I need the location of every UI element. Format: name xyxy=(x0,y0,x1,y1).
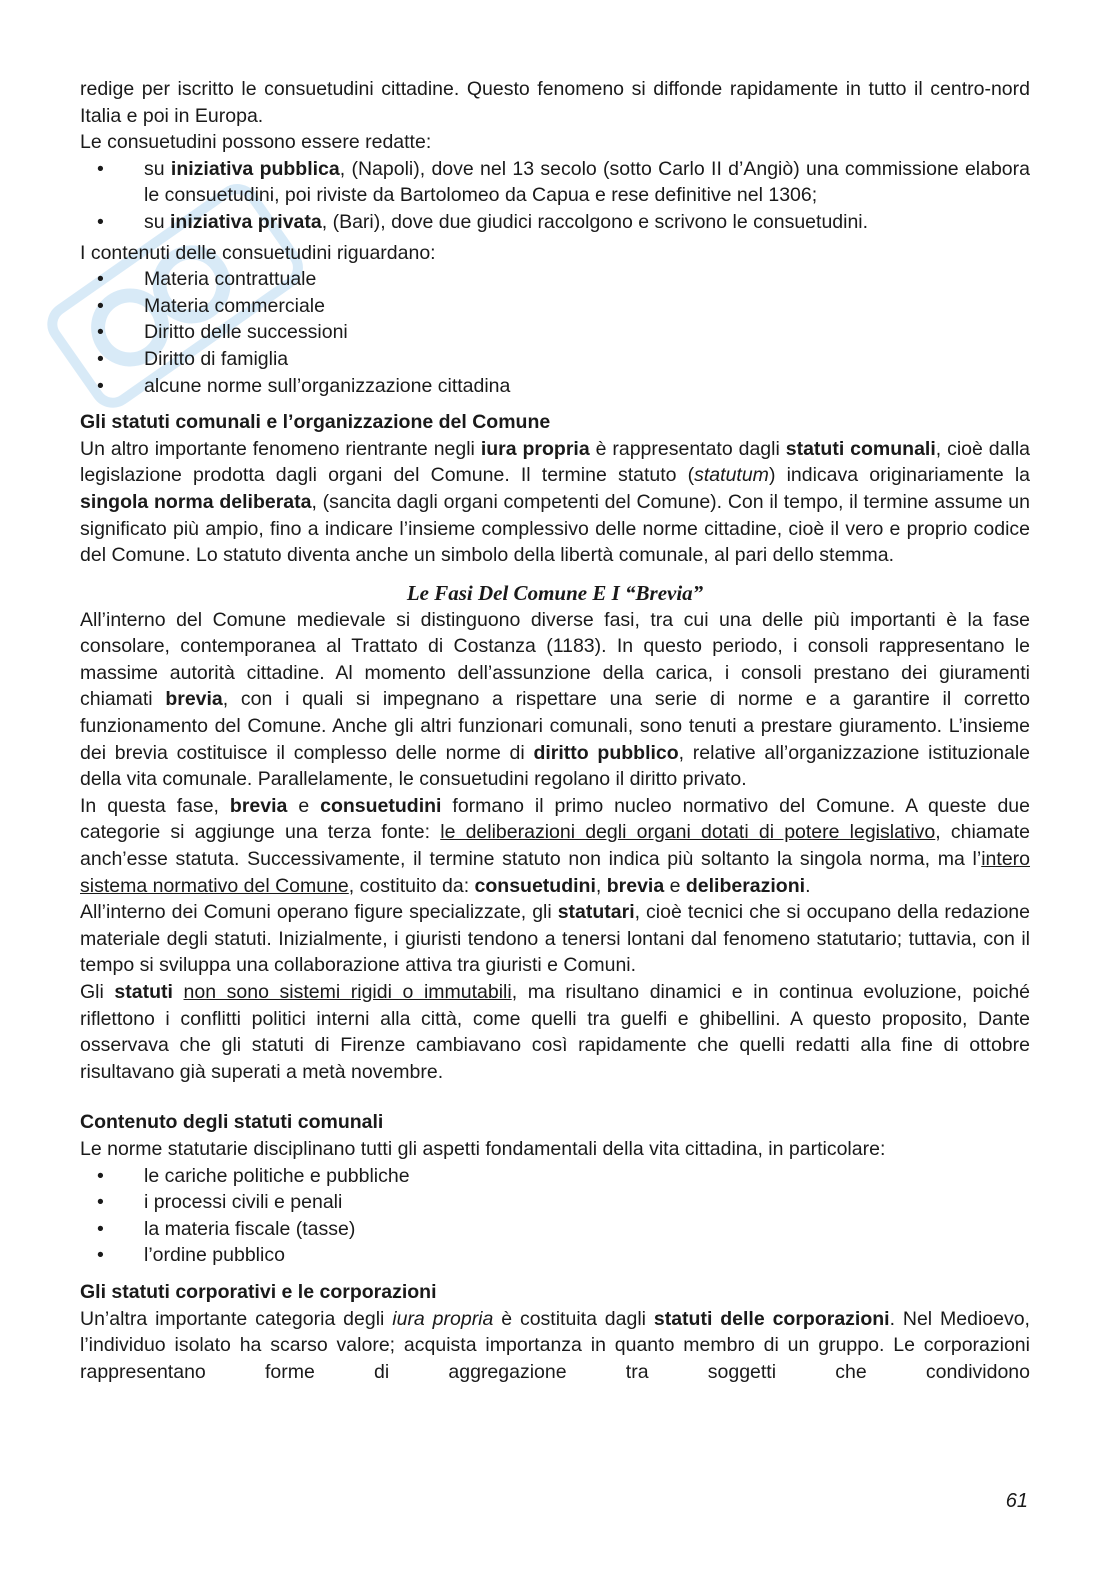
paragraph-statuti-comunali xyxy=(80,436,1030,569)
text: , costituito da: xyxy=(348,874,475,897)
text: formano il primo nucleo normativo del Comune. A queste due categorie si aggiunge una terza fonte: xyxy=(80,794,1030,844)
bullet-icon: • xyxy=(97,1217,104,1240)
text: , xyxy=(595,874,607,897)
text: Un altro importante fenomeno rientrante negli xyxy=(80,437,481,460)
document-page xyxy=(80,76,1030,1385)
bullet-icon: • xyxy=(97,210,104,233)
list-item-label: Diritto delle successioni xyxy=(144,321,348,344)
bullet-icon: • xyxy=(97,1164,104,1187)
list-item xyxy=(80,156,1030,209)
text: e xyxy=(664,874,686,897)
bold-text: statuti delle corporazioni xyxy=(653,1307,890,1330)
italic-text: iura propria xyxy=(392,1307,494,1330)
bold-text: singola norma deliberata xyxy=(80,490,312,513)
list-redaction xyxy=(80,156,1030,236)
bullet-icon: • xyxy=(97,294,104,317)
list-item xyxy=(80,1163,1030,1190)
paragraph-intro xyxy=(80,76,1030,129)
text: . Nel Medioevo, l’individuo isolato ha scarso valore; acquista importanza in quanto membro di un gruppo. Le corporazioni rappresentano forme di aggregazione tra soggetti che condividono xyxy=(80,1307,1030,1383)
underlined-text: non sono sistemi rigidi o immutabili xyxy=(183,981,512,1003)
text xyxy=(173,981,184,1003)
text: , chiamate anch’esse statuta. Successivamente, il termine statuto non indica più soltanto la singola norma, ma l’ xyxy=(80,821,1030,871)
list-item-label: Diritto di famiglia xyxy=(144,347,289,370)
list-contents xyxy=(80,266,1030,399)
paragraph-statutari xyxy=(80,899,1030,979)
text: su xyxy=(144,157,171,180)
text: All’interno del Comune medievale si distinguono diverse fasi, tra cui una delle più importanti è la fase consolare, contemporanea al Trattato di Costanza (1183). In questo periodo, i consoli rappresentano le massime autorità cittadine. Al momento dell’assunzione della carica, i consoli prestano dei giuramenti chiamati xyxy=(80,608,1030,711)
bullet-icon: • xyxy=(97,321,104,344)
paragraph-dinamici xyxy=(80,979,1030,1085)
text: , (sancita dagli organi competenti del Comune). Con il tempo, il termine assume un significato più ampio, fino a indicare l’insieme complessivo delle norme cittadine, cioè il vero e proprio codice del Comune. Lo statuto diventa anche un simbolo della libertà comunale, al pari dello stemma. xyxy=(80,490,1030,567)
page-number: 61 xyxy=(1005,1490,1028,1512)
text: è costituita dagli xyxy=(493,1307,654,1330)
text: , cioè tecnici che si occupano della redazione materiale degli statuti. Inizialmente, i giuristi tendono a tenersi lontani dal fenomeno statutario; tuttavia, con il tempo si sviluppa una collaborazione attiva tra giuristi e Comuni. xyxy=(80,901,1030,977)
paragraph-fasi xyxy=(80,607,1030,793)
bold-text: brevia xyxy=(606,874,665,897)
list-item xyxy=(80,266,1030,293)
list-item xyxy=(80,209,1030,236)
list-item xyxy=(80,1189,1030,1216)
paragraph-corporazioni xyxy=(80,1306,1030,1386)
text: Gli xyxy=(80,981,115,1003)
list-item-label: alcune norme sull’organizzazione cittadina xyxy=(144,374,511,397)
text: e xyxy=(287,794,321,817)
text: , relative all’organizzazione istituzionale della vita comunale. Parallelamente, le consuetudini regolano il diritto privato. xyxy=(80,741,1031,791)
heading-statuti-corporativi: Gli statuti corporativi e le corporazioni xyxy=(80,1280,437,1303)
bold-text: statutari xyxy=(557,901,635,924)
heading-contenuto-statuti: Contenuto degli statuti comunali xyxy=(80,1111,384,1134)
text: su xyxy=(144,210,171,233)
list-item xyxy=(80,346,1030,373)
paragraph-contenuto-intro: Le norme statutarie disciplinano tutti gli aspetti fondamentali della vita cittadina, in particolare: xyxy=(80,1137,886,1160)
bullet-icon: • xyxy=(97,374,104,397)
paragraph-redaction-intro: Le consuetudini possono essere redatte: xyxy=(80,131,432,154)
bold-text: diritto pubblico xyxy=(533,741,679,764)
bullet-icon: • xyxy=(97,1244,104,1267)
list-item xyxy=(80,373,1030,400)
heading-statuti-comunali: Gli statuti comunali e l’organizzazione del Comune xyxy=(80,411,551,434)
bold-text: consuetudini xyxy=(474,874,596,897)
underlined-text: le deliberazioni degli organi dotati di potere legislativo xyxy=(440,821,936,844)
list-item-label: Materia contrattuale xyxy=(144,268,317,291)
bold-text: brevia xyxy=(165,688,223,711)
list-item-label: le cariche politiche e pubbliche xyxy=(144,1164,410,1187)
section-title: Le Fasi Del Comune E I “Brevia” xyxy=(406,580,704,605)
bold-text: statuti comunali xyxy=(785,437,936,460)
bold-text: iura propria xyxy=(480,437,590,460)
underlined-text: intero sistema normativo del Comune xyxy=(80,848,1030,897)
text: ) indicava originariamente la xyxy=(768,464,1030,487)
bold-text: consuetudini xyxy=(320,794,442,817)
bullet-icon: • xyxy=(97,1191,104,1214)
text: , cioè dalla legislazione prodotta dagli organi del Comune. Il termine statuto ( xyxy=(80,437,1030,487)
list-item-label: la materia fiscale (tasse) xyxy=(144,1217,356,1240)
list-item-label: l’ordine pubblico xyxy=(144,1244,285,1267)
list-item xyxy=(80,319,1030,346)
text: , con i quali si impegnano a rispettare una serie di norme e a garantire il corretto funzionamento del Comune. Anche gli altri funzionari comunali, sono tenuti a prestare giuramento. L’insieme dei brevia costituisce il complesso delle norme di xyxy=(80,688,1030,764)
text: Un’altra importante categoria degli xyxy=(80,1307,393,1330)
bold-text: statuti xyxy=(114,981,173,1003)
bullet-icon: • xyxy=(97,157,104,180)
list-item xyxy=(80,293,1030,320)
bullet-icon: • xyxy=(97,268,104,291)
bold-text: deliberazioni xyxy=(685,874,806,897)
text: In questa fase, xyxy=(80,794,230,817)
bold-text: brevia xyxy=(229,794,288,817)
text: All’interno dei Comuni operano figure specializzate, gli xyxy=(80,901,558,924)
paragraph-contents-intro: I contenuti delle consuetudini riguardano: xyxy=(80,241,436,264)
text: , ma risultano dinamici e in continua evoluzione, poiché riflettono i conflitti politici interni alla città, come quelli tra guelfi e ghibellini. A questo proposito, Dante osservava che gli statuti di Firenze cambiavano così rapidamente che quelli redatti alla fine di ottobre risultavano già superati a metà novembre. xyxy=(80,981,1031,1083)
paragraph-text: redige per iscritto le consuetudini cittadine. Questo fenomeno si diffonde rapidamente in tutto il centro-nord Italia e poi in Europa. xyxy=(80,78,1030,127)
text: , (Bari), dove due giudici raccolgono e scrivono le consuetudini. xyxy=(321,210,869,233)
text: , (Napoli), dove nel 13 secolo (sotto Carlo II d’Angiò) una commissione elabora le consuetudini, poi riviste da Bartolomeo da Capua e rese definitive nel 1306; xyxy=(144,157,1030,207)
list-contenuto xyxy=(80,1163,1030,1269)
list-item-label: i processi civili e penali xyxy=(144,1191,343,1214)
bullet-icon: • xyxy=(97,347,104,370)
bold-text: iniziativa privata xyxy=(170,210,322,233)
paragraph-nucleo xyxy=(80,793,1030,899)
list-item-label: Materia commerciale xyxy=(144,294,325,317)
bold-text: iniziativa pubblica xyxy=(170,157,340,180)
text: . xyxy=(805,874,811,897)
list-item xyxy=(80,1216,1030,1243)
list-item xyxy=(80,1242,1030,1269)
italic-text: statutum xyxy=(694,464,769,487)
text: è rappresentato dagli xyxy=(589,437,786,460)
